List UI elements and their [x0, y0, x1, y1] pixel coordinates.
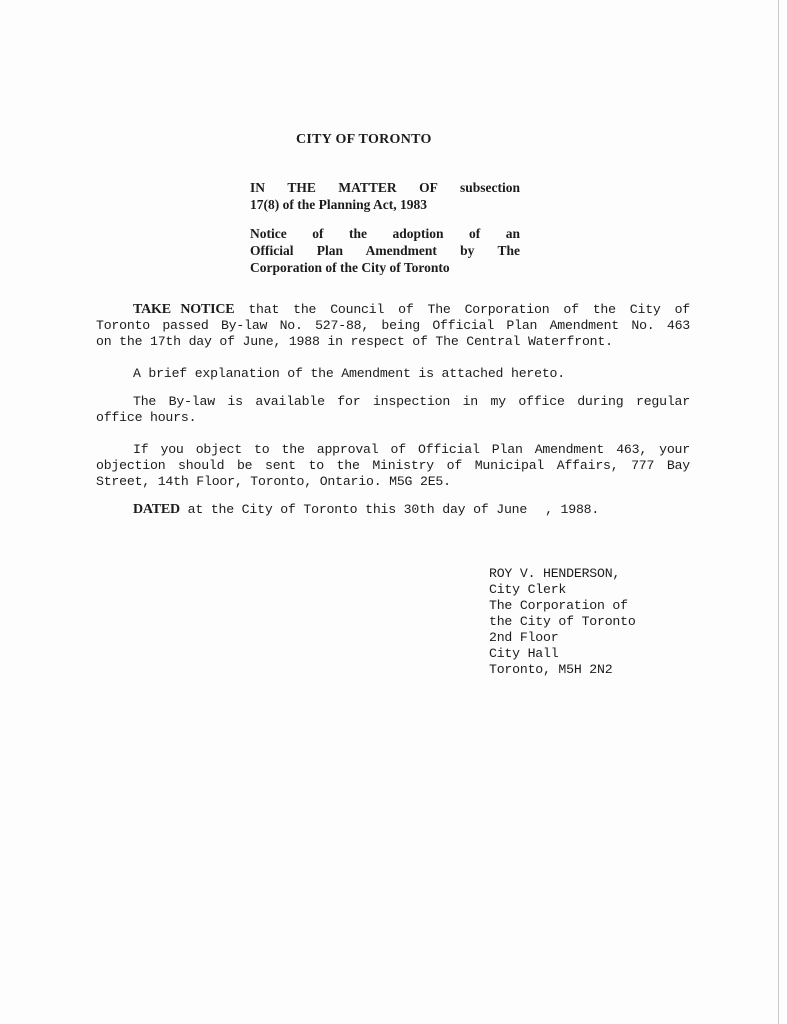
take-notice-line-3: on the 17th day of June, 1988 in respect of The Central Waterfront.: [96, 334, 613, 349]
dated-line: [96, 502, 690, 518]
objection-line-2: objection should be sent to the Ministry of Municipal Affairs, 777 Bay: [96, 458, 690, 473]
paragraph-dated: [96, 502, 690, 518]
matter-line-1: IN THE MATTER OF subsection: [250, 180, 520, 195]
paragraph-explanation: [96, 366, 690, 382]
objection-line-3: Street, 14th Floor, Toronto, Ontario. M5G 2E5.: [96, 474, 451, 489]
dated-text: at the City of Toronto this 30th day of June: [179, 502, 528, 517]
dated-lead: DATED: [133, 502, 180, 517]
notice-heading: [250, 225, 520, 276]
signatory-floor: 2nd Floor: [489, 630, 559, 645]
notice-line-1: Notice of the adoption of an: [250, 226, 520, 241]
take-notice-line-1-text: that the Council of The Corporation of the City of: [234, 302, 691, 317]
inspection-line-1: The By-law is available for inspection in my office during regular: [133, 394, 690, 409]
signatory-postal: Toronto, M5H 2N2: [489, 662, 613, 677]
take-notice-line-1: [96, 302, 690, 318]
document-title: CITY OF TORONTO: [296, 132, 432, 147]
take-notice-lead: TAKE NOTICE: [133, 302, 235, 317]
notice-line-2: Official Plan Amendment by The: [250, 243, 520, 258]
objection-line-1: If you object to the approval of Official Plan Amendment 463, your: [133, 442, 690, 457]
matter-line-2: 17(8) of the Planning Act, 1983: [250, 197, 427, 212]
signatory-title: City Clerk: [489, 582, 567, 597]
paragraph-inspection: [96, 394, 690, 426]
inspection-line-2: office hours.: [96, 410, 197, 425]
signatory-building: City Hall: [489, 646, 559, 661]
signature-block: [489, 566, 636, 678]
explanation-line: A brief explanation of the Amendment is attached hereto.: [133, 366, 565, 381]
dated-year: , 1988.: [545, 502, 600, 517]
matter-heading: [250, 179, 520, 213]
paragraph-objection: [96, 442, 690, 490]
signatory-org-line-1: The Corporation of: [489, 598, 628, 613]
signatory-org-line-2: the City of Toronto: [489, 614, 636, 629]
notice-line-3: Corporation of the City of Toronto: [250, 260, 450, 275]
signatory-name: ROY V. HENDERSON,: [489, 566, 621, 581]
take-notice-line-2: Toronto passed By-law No. 527-88, being Official Plan Amendment No. 463: [96, 318, 690, 333]
page-edge-line: [778, 0, 779, 1024]
paragraph-take-notice: [96, 302, 690, 350]
